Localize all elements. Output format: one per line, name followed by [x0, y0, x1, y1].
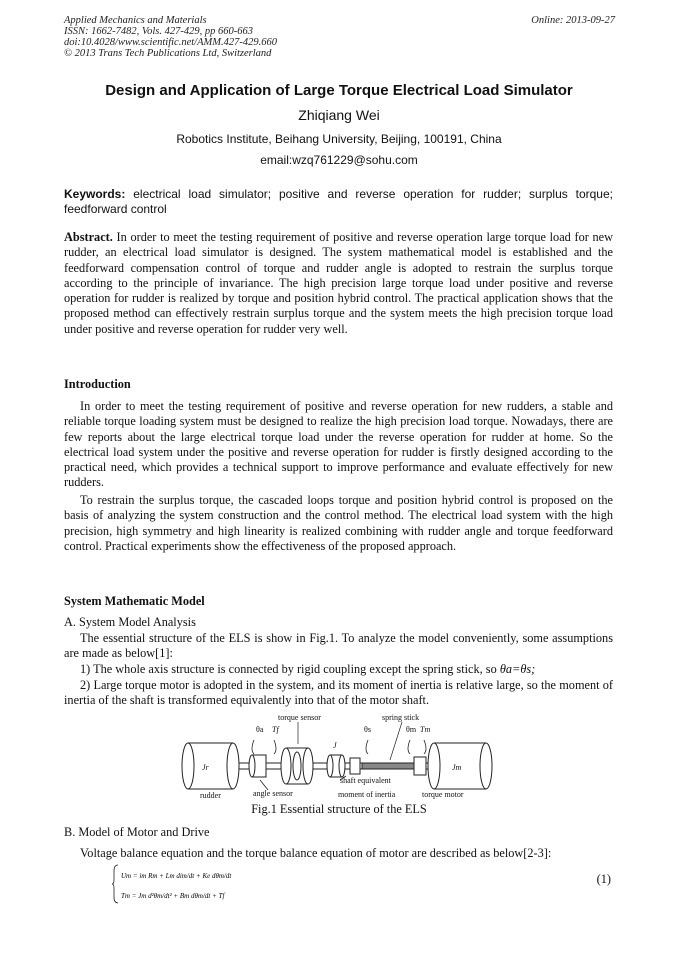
- subsection-a: A. System Model Analysis: [64, 615, 196, 629]
- author: Zhiqiang Wei: [298, 107, 380, 123]
- paper-title: Design and Application of Large Torque Electrical Load Simulator: [105, 82, 573, 99]
- equation-line-2: Tm = Jm d²θm/dt² + Bm dθm/dt + Tf: [121, 892, 225, 900]
- keywords: [64, 187, 613, 217]
- equation-brace: [112, 865, 118, 903]
- label-theta-m: θm: [406, 725, 417, 734]
- label-moment-of-inertia: moment of inertia: [338, 790, 396, 799]
- intro-paragraph-1: In order to meet the testing requirement of positive and reverse operation for new rudders, a stable and reliable torque loading system must be designed to realize the high precision load torque. Nowadays, there are few reports about the large electrical torque load under the reverse operation for rudder at home. So the electrical load system under the positive and reverse operation for rudder is firstly designed according to the practical need, which provides a technical support to improve performance and evaluate effectively for new rudders.: [64, 399, 613, 490]
- journal-name: Applied Mechanics and Materials: [64, 15, 207, 26]
- section-heading-model: System Mathematic Model: [64, 594, 205, 608]
- spring-stick: [362, 763, 414, 769]
- copyright: © 2013 Trans Tech Publications Ltd, Switzerland: [64, 48, 272, 59]
- label-Jr: Jr: [202, 763, 209, 772]
- rudder-cylinder: [182, 743, 239, 789]
- model-paragraph-2: Voltage balance equation and the torque balance equation of motor are described as below[2-3]:: [80, 846, 552, 860]
- label-Tm: Tm: [420, 725, 431, 734]
- coupling-1: [249, 755, 266, 777]
- label-theta-a: θa: [256, 725, 264, 734]
- abstract-label: Abstract.: [64, 230, 113, 244]
- figure-1-caption: Fig.1 Essential structure of the ELS: [251, 802, 427, 816]
- section-heading-introduction: Introduction: [64, 377, 131, 391]
- affiliation: Robotics Institute, Beihang University, Beijing, 100191, China: [176, 132, 502, 146]
- label-Tf: Tf: [272, 725, 279, 734]
- leader-spring-stick: [390, 722, 402, 760]
- equation-number: (1): [596, 872, 611, 886]
- assumption-1-text: 1) The whole axis structure is connected by rigid coupling except the spring stick, so: [80, 662, 500, 676]
- assumption-1-math: θa=θs;: [499, 662, 536, 676]
- arrow-theta-m: [408, 740, 410, 754]
- label-theta-s: θs: [364, 725, 371, 734]
- abstract-text: In order to meet the testing requirement of positive and reverse operation large torque load for new rudder, an electrical load simulator is designed. The system mathematical model is established and the feedforward compensation control of torque and rudder angle is adopted to restrain the surplus torque according to the principle of invariance. The high precision large torque load under positive and reverse operation for rudder is realized by torque and position hybrid control. The practical application shows that the proposed method can effectively restrain surplus torque and the system meets the high precision torque load under positive and reverse operation for rudder very well.: [64, 230, 613, 336]
- issn: ISSN: 1662-7482, Vols. 427-429, pp 660-663: [64, 26, 253, 37]
- intro-paragraph-2: To restrain the surplus torque, the cascaded loops torque and position hybrid control is proposed on the basis of analyzing the system construction and the control method. The electrical load system with the high precision, high symmetry and high linearity is realized combining with rudder angle and torque feedforward control. Practical experiments show the effectiveness of the proposed approach.: [64, 493, 613, 553]
- keywords-label: Keywords:: [64, 187, 126, 201]
- label-spring-stick: spring stick: [382, 713, 420, 722]
- torque-motor-cylinder: [428, 743, 492, 789]
- torque-sensor-body: [281, 748, 313, 784]
- coupling-3: [414, 757, 426, 775]
- label-torque-sensor: torque sensor: [278, 713, 321, 722]
- subsection-b: B. Model of Motor and Drive: [64, 825, 210, 839]
- arrow-Tf: [274, 740, 276, 754]
- assumption-1: [64, 662, 613, 677]
- arrow-theta-a: [252, 740, 254, 754]
- label-torque-motor: torque motor: [422, 790, 464, 799]
- arrow-theta-s: [366, 740, 368, 754]
- label-rudder: rudder: [200, 791, 221, 800]
- label-angle-sensor: angle sensor: [253, 789, 293, 798]
- email: email:wzq761229@sohu.com: [260, 153, 418, 167]
- inertia-cylinder-J: [327, 741, 345, 777]
- assumption-2: 2) Large torque motor is adopted in the system, and its moment of inertia is relative large, so the moment of inertia of the shaft is transformed equivalently into that of the motor shaft.: [64, 678, 613, 708]
- label-J: J: [333, 741, 337, 750]
- equation-1: [112, 863, 282, 905]
- figure-1-diagram: [180, 710, 510, 810]
- label-shaft-equivalent: shaft equivalent: [340, 776, 391, 785]
- online-date: Online: 2013-09-27: [531, 15, 615, 26]
- arrow-Tm: [424, 740, 426, 754]
- abstract: [64, 230, 613, 337]
- label-Jm: Jm: [452, 763, 462, 772]
- keywords-text: electrical load simulator; positive and reverse operation for rudder; surplus torque; feedforward control: [64, 187, 613, 216]
- equation-line-1: Um = im Rm + Lm dim/dt + Ke dθm/dt: [121, 872, 232, 880]
- doi: doi:10.4028/www.scientific.net/AMM.427-429.660: [64, 37, 277, 48]
- journal-header: [64, 15, 277, 59]
- coupling-2: [350, 758, 360, 774]
- model-paragraph-1: The essential structure of the ELS is show in Fig.1. To analyze the model conveniently, some assumptions are made as below[1]:: [64, 631, 613, 661]
